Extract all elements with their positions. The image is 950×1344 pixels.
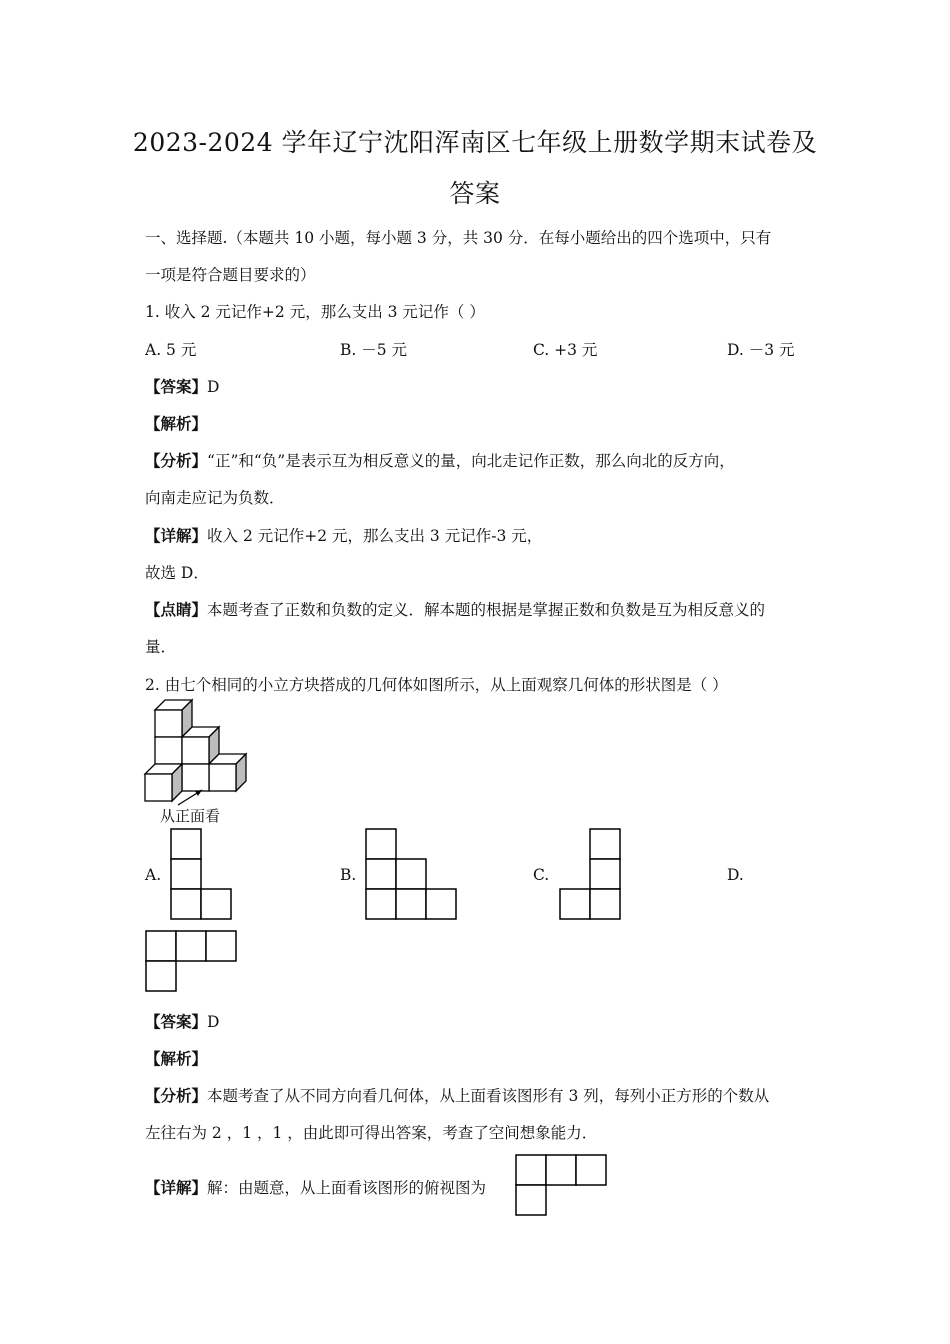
q2-fenxi-line2: 左往右为 2 ，1 ，1 ，由此即可得出答案，考查了空间想象能力．	[145, 1124, 598, 1142]
q2-option-a-figure	[170, 828, 234, 920]
q2-analysis-label: 【解析】	[145, 1049, 208, 1068]
q1-stem: 1. 收入 2 元记作+2 元，那么支出 3 元记作（ ）	[145, 303, 485, 321]
q2-fenxi-text1: 本题考查了从不同方向看几何体，从上面看该图形有 3 列，每列小正方形的个数从	[207, 1087, 770, 1105]
q1-xiangjie-line2: 故选 D．	[145, 564, 209, 582]
q1-analysis-label: 【解析】	[145, 414, 208, 433]
figure-caption: 从正面看	[160, 807, 221, 825]
q2-xiangjie-text1: 解：由题意，从上面看该图形的俯视图为	[207, 1179, 487, 1197]
q2-option-a-label: A.	[145, 866, 162, 884]
q1-fenxi-text1: “正”和“负”是表示互为相反意义的量，向北走记作正数，那么向北的反方向，	[207, 452, 735, 470]
q1-fenxi-line2: 向南走应记为负数．	[145, 489, 285, 507]
q2-answer-value: D	[207, 1013, 220, 1031]
q1-dianjing-line2: 量．	[145, 638, 177, 656]
q1-fenxi-line1	[145, 449, 735, 471]
document-title-line1: 2023-2024 学年辽宁沈阳浑南区七年级上册数学期末试卷及	[132, 128, 818, 157]
q2-option-b-label: B.	[340, 866, 357, 884]
document-title-line2: 答案	[449, 179, 501, 208]
q1-answer	[145, 375, 219, 397]
q2-option-d-label: D.	[727, 866, 744, 884]
q2-option-c-label: C.	[533, 866, 550, 884]
q1-dianjing-line1	[145, 598, 765, 620]
section-header-line1: 一、选择题.（本题共 10 小题，每小题 3 分，共 30 分．在每小题给出的四个选项中，只有	[145, 229, 772, 247]
q2-xiangjie-label: 【详解】	[145, 1178, 208, 1197]
q2-top-view-figure	[515, 1154, 610, 1216]
q2-answer-label: 【答案】	[145, 1012, 208, 1031]
q1-option-a: A. 5 元	[145, 341, 197, 359]
q1-option-c: C. +3 元	[533, 341, 598, 359]
q2-stem: 2. 由七个相同的小立方块搭成的几何体如图所示，从上面观察几何体的形状图是（ ）	[145, 676, 728, 694]
q2-option-c-figure	[559, 828, 623, 920]
q1-xiangjie-line1	[145, 524, 542, 546]
section-header-line2: 一项是符合题目要求的）	[145, 266, 316, 284]
q2-option-d-figure	[145, 930, 240, 992]
q1-answer-value: D	[207, 378, 220, 396]
q1-option-b: B. －5 元	[340, 341, 408, 359]
q1-dianjing-label: 【点睛】	[145, 600, 208, 619]
q2-answer	[145, 1010, 219, 1032]
q1-fenxi-label: 【分析】	[145, 451, 208, 470]
q2-option-b-figure	[365, 828, 460, 920]
q1-option-d: D. －3 元	[727, 341, 795, 359]
q1-dianjing-text1: 本题考查了正数和负数的定义．解本题的根据是掌握正数和负数是互为相反意义的	[207, 601, 766, 619]
q1-xiangjie-text1: 收入 2 元记作+2 元，那么支出 3 元记作-3 元，	[207, 527, 543, 545]
q2-xiangjie-line1	[145, 1176, 486, 1198]
q1-xiangjie-label: 【详解】	[145, 526, 208, 545]
q2-fenxi-label: 【分析】	[145, 1086, 208, 1105]
q1-answer-label: 【答案】	[145, 377, 208, 396]
q2-fenxi-line1	[145, 1084, 769, 1106]
